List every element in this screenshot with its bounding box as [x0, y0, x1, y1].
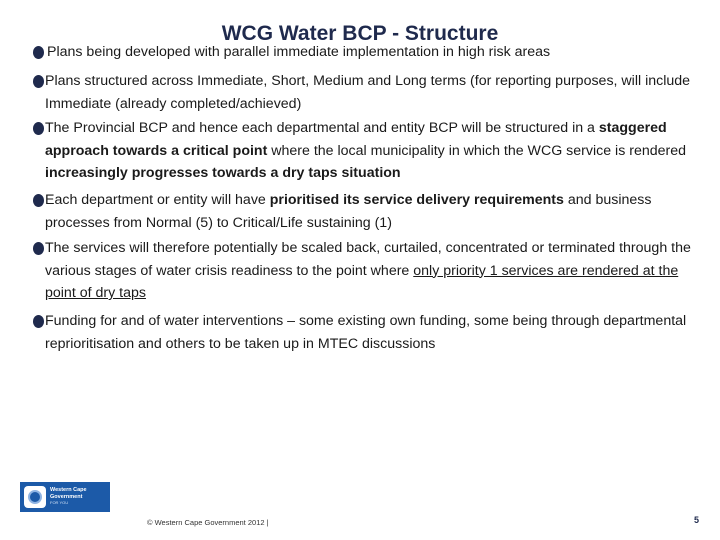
bullet-dot-icon: [33, 194, 44, 207]
page-number: 5: [694, 515, 700, 525]
logo-line-2: Government: [50, 493, 83, 500]
bullet-item: [45, 41, 705, 64]
bullet-text-underlined: only priority 1 services are rendered at the point of dry taps: [45, 262, 679, 301]
bullet-text: where the local municipality in which the WCG service is rendered: [267, 142, 687, 159]
bullet-text: The Provincial BCP and hence each departmental and entity BCP will be structured in a: [45, 120, 599, 136]
bullet-text: Plans being developed with parallel immediate implementation in high risk areas: [47, 44, 551, 60]
bullet-text: Funding for and of water interventions – some existing own funding, some being through departmental reprioritisation and others to be taken up in MTEC discussions: [45, 313, 687, 352]
bullet-dot-icon: [33, 75, 44, 88]
bullet-text-bold: increasingly progresses towards a dry taps situation: [45, 165, 401, 181]
bullet-text-bold: prioritised its service delivery requirements: [269, 192, 564, 208]
bullet-item: [45, 117, 705, 185]
bullet-dot-icon: [33, 122, 44, 135]
crest-emblem: [28, 490, 42, 504]
western-cape-government-logo: [20, 482, 110, 512]
bullet-dot-icon: [33, 315, 44, 328]
bullet-dot-icon: [33, 46, 44, 59]
slide-title: WCG Water BCP - Structure: [221, 22, 499, 45]
bullet-item: [45, 237, 705, 305]
bullet-text-bold: staggered approach towards a critical point: [45, 120, 667, 159]
logo-line-1: Western Cape: [50, 487, 87, 494]
bullet-item: [45, 189, 705, 234]
logo-tagline: FOR YOU: [50, 500, 69, 506]
bullet-item: [45, 70, 705, 115]
footer-copyright: © Western Cape Government 2012 |: [147, 518, 269, 527]
logo-text: [50, 487, 87, 507]
bullet-dot-icon: [33, 242, 44, 255]
coat-of-arms-icon: [24, 486, 46, 508]
bullet-text: Each department or entity will have: [45, 192, 270, 208]
bullet-text: Plans structured across Immediate, Short, Medium and Long terms (for reporting purposes, will include Immediate (already completed/achieved): [45, 73, 691, 112]
bullet-item: [45, 310, 705, 355]
bullet-text: The services will therefore potentially be scaled back, curtailed, concentrated or terminated through the various stages of water crisis readiness to the point where: [45, 240, 691, 279]
bullet-text: and business processes from Normal (5) to Critical/Life sustaining (1): [45, 192, 652, 231]
